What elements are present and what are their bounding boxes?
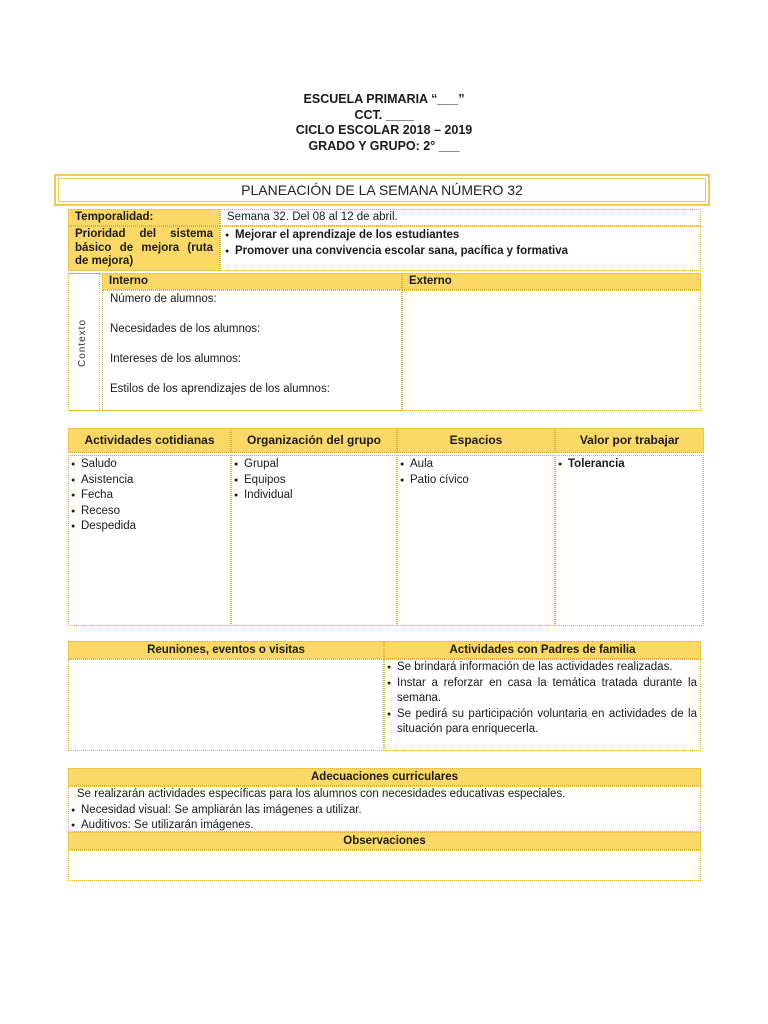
interno-line: Necesidades de los alumnos: [110, 323, 261, 335]
list-item: ● Necesidad visual: Se ampliarán las imágenes a utilizar. [71, 803, 698, 819]
valor-list [558, 457, 701, 473]
list-item: ● Se brindará información de las actividades realizadas. [387, 660, 697, 676]
grade-group-line: GRADO Y GRUPO: 2° ___ [308, 138, 460, 153]
organizacion-cell [231, 455, 397, 626]
temporalidad-label-cell [68, 209, 220, 226]
list-item: ● Grupal [234, 457, 394, 473]
prioridad-value-cell [220, 226, 701, 271]
espacios-header-cell [397, 428, 555, 453]
prioridad-item: ● Mejorar el aprendizaje de los estudiantes [225, 228, 696, 244]
interno-line: Intereses de los alumnos: [110, 353, 242, 365]
padres-header: Actividades con Padres de familia [449, 644, 636, 656]
list-item: ● Se pedirá su participación voluntaria en actividades de la situación para enriquecerla. [387, 707, 697, 738]
interno-content [102, 290, 402, 411]
reuniones-header-cell [68, 641, 384, 659]
prioridad-list [225, 228, 696, 259]
externo-header [402, 273, 701, 290]
list-item: ● Instar a reforzar en casa la temática tratada durante la semana. [387, 676, 697, 707]
list-item: ● Individual [234, 488, 394, 504]
temporalidad-value-cell [220, 209, 701, 226]
temporalidad-label: Temporalidad: [75, 211, 154, 223]
interno-header [102, 273, 402, 290]
organizacion-header: Organización del grupo [246, 433, 381, 447]
interno-label: Interno [109, 275, 148, 287]
reuniones-header: Reuniones, eventos o visitas [147, 644, 305, 656]
actividades-list [71, 457, 228, 535]
espacios-list [400, 457, 552, 488]
espacios-cell [397, 455, 555, 626]
valor-header-cell [555, 428, 704, 453]
actividades-header: Actividades cotidianas [84, 433, 215, 447]
valor-header: Valor por trabajar [579, 433, 680, 447]
adecuaciones-header: Adecuaciones curriculares [310, 771, 458, 783]
observaciones-header: Observaciones [343, 835, 426, 847]
valor-cell [555, 455, 704, 626]
list-item: ● Patio cívico [400, 473, 552, 489]
actividades-cell [68, 455, 231, 626]
list-item: ● Receso [71, 504, 228, 520]
adecuaciones-intro: Se realizarán actividades específicas para los alumnos con necesidades educativas especiales. [77, 788, 566, 800]
school-header [0, 92, 768, 154]
cct-line: CCT. ____ [354, 107, 414, 122]
list-item: ● Asistencia [71, 473, 228, 489]
observaciones-header-cell [68, 832, 701, 850]
padres-cell [384, 659, 701, 751]
cycle-line: CICLO ESCOLAR 2018 – 2019 [295, 123, 473, 137]
padres-list [387, 660, 697, 738]
list-item: ● Despedida [71, 519, 228, 535]
temporalidad-value: Semana 32. Del 08 al 12 de abril. [227, 211, 398, 223]
interno-line: Número de alumnos: [110, 293, 217, 305]
list-item: ● Fecha [71, 488, 228, 504]
padres-header-cell [384, 641, 701, 659]
adecuaciones-header-cell [68, 768, 701, 786]
organizacion-list [234, 457, 394, 504]
contexto-side-cell [68, 273, 100, 411]
externo-content [402, 290, 701, 411]
organizacion-header-cell [231, 428, 397, 453]
prioridad-label: Prioridad del sistema básico de mejora (ruta de mejora) [75, 228, 213, 267]
adecuaciones-cell [68, 786, 701, 832]
list-item: ● Aula [400, 457, 552, 473]
plan-title: PLANEACIÓN DE LA SEMANA NÚMERO 32 [58, 178, 706, 202]
list-item: ● Auditivos: Se utilizarán imágenes. [71, 818, 698, 834]
contexto-side-label: Contexto [77, 318, 88, 368]
list-item: ● Equipos [234, 473, 394, 489]
externo-label: Externo [409, 275, 452, 287]
list-item: ● Saludo [71, 457, 228, 473]
list-item: ● Tolerancia [558, 457, 701, 473]
reuniones-cell [68, 659, 384, 751]
school-name: ESCUELA PRIMARIA “___” [303, 92, 465, 106]
adecuaciones-list [71, 803, 698, 834]
espacios-header: Espacios [449, 433, 503, 447]
observaciones-cell [68, 850, 701, 881]
plan-title-box [54, 174, 710, 206]
prioridad-label-cell [68, 226, 220, 271]
actividades-header-cell [68, 428, 231, 453]
interno-line: Estilos de los aprendizajes de los alumnos: [110, 383, 330, 395]
prioridad-item: ● Promover una convivencia escolar sana, pacífica y formativa [225, 244, 696, 260]
